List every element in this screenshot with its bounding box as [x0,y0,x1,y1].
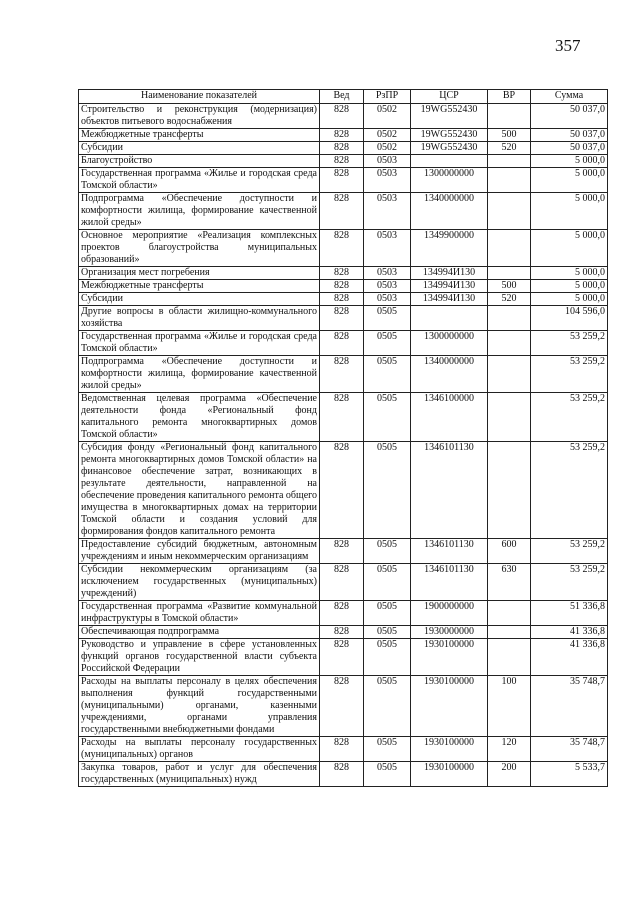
cell-vr [488,442,531,539]
cell-name: Государственная программа «Развитие коммунальной инфраструктуры в Томской области» [79,601,320,626]
cell-vr [488,193,531,230]
cell-sum: 53 259,2 [531,356,608,393]
table-row [79,129,608,142]
cell-ved: 828 [320,280,364,293]
cell-ved: 828 [320,676,364,737]
cell-sum: 5 000,0 [531,293,608,306]
cell-name: Закупка товаров, работ и услуг для обеспечения государственных (муниципальных) нужд [79,762,320,787]
cell-rzpr: 0502 [364,104,411,129]
cell-name: Субсидии [79,293,320,306]
cell-sum: 41 336,8 [531,639,608,676]
cell-vr: 500 [488,280,531,293]
cell-rzpr: 0505 [364,356,411,393]
cell-csr: 1346101130 [411,442,488,539]
table-row [79,168,608,193]
cell-name: Государственная программа «Жилье и городская среда Томской области» [79,331,320,356]
header-rzpr: РзПР [364,90,411,104]
page-number: 357 [555,36,581,55]
cell-csr: 1346101130 [411,564,488,601]
cell-ved: 828 [320,267,364,280]
cell-vr [488,626,531,639]
cell-sum: 53 259,2 [531,331,608,356]
cell-vr [488,356,531,393]
header-sum: Сумма [531,90,608,104]
cell-ved: 828 [320,155,364,168]
cell-sum: 5 533,7 [531,762,608,787]
cell-sum: 5 000,0 [531,230,608,267]
header-csr: ЦСР [411,90,488,104]
table-row [79,539,608,564]
cell-csr: 134994И130 [411,280,488,293]
cell-ved: 828 [320,230,364,267]
header-vr: ВР [488,90,531,104]
header-ved: Вед [320,90,364,104]
cell-sum: 5 000,0 [531,155,608,168]
table-body [79,104,608,787]
cell-rzpr: 0503 [364,193,411,230]
cell-ved: 828 [320,737,364,762]
cell-vr [488,168,531,193]
cell-sum: 53 259,2 [531,539,608,564]
table-row [79,104,608,129]
cell-vr [488,393,531,442]
cell-sum: 104 596,0 [531,306,608,331]
cell-ved: 828 [320,564,364,601]
cell-name: Другие вопросы в области жилищно-коммунального хозяйства [79,306,320,331]
table-row [79,393,608,442]
cell-rzpr: 0505 [364,564,411,601]
cell-ved: 828 [320,639,364,676]
cell-name: Расходы на выплаты персоналу в целях обеспечения выполнения функций государственными (муниципальными) органами, казенными учреждениями, органами управления государственными внебюджетными фондами [79,676,320,737]
cell-sum: 53 259,2 [531,442,608,539]
cell-csr [411,155,488,168]
cell-name: Субсидии некоммерческим организациям (за исключением государственных (муниципальных) учреждений) [79,564,320,601]
cell-vr [488,639,531,676]
cell-name: Межбюджетные трансферты [79,129,320,142]
cell-csr: 134994И130 [411,267,488,280]
cell-rzpr: 0505 [364,601,411,626]
cell-rzpr: 0505 [364,306,411,331]
cell-name: Подпрограмма «Обеспечение доступности и комфортности жилища, формирование качественной жилой среды» [79,356,320,393]
cell-name: Основное мероприятие «Реализация комплексных проектов благоустройства муниципальных образований» [79,230,320,267]
cell-rzpr: 0505 [364,762,411,787]
cell-rzpr: 0503 [364,267,411,280]
cell-name: Ведомственная целевая программа «Обеспечение деятельности фонда «Региональный фонд капитального ремонта многоквартирных домов Томской области» [79,393,320,442]
cell-csr: 1930100000 [411,762,488,787]
cell-vr [488,267,531,280]
cell-rzpr: 0505 [364,442,411,539]
cell-csr [411,306,488,331]
cell-rzpr: 0503 [364,230,411,267]
cell-csr: 19WG552430 [411,142,488,155]
table-row [79,737,608,762]
cell-name: Субсидия фонду «Региональный фонд капитального ремонта многоквартирных домов Томской области» на финансовое обеспечение затрат, возникающих в результате деятельности, направленной на обеспечение проведения капитального ремонта общего имущества в многоквартирных домах на территории Томской области и создания условий для формирования фондов капитального ремонта [79,442,320,539]
cell-vr: 520 [488,142,531,155]
cell-rzpr: 0505 [364,393,411,442]
cell-csr: 19WG552430 [411,129,488,142]
cell-rzpr: 0505 [364,676,411,737]
table-row [79,626,608,639]
cell-rzpr: 0503 [364,168,411,193]
cell-rzpr: 0503 [364,280,411,293]
table-header-row [79,90,608,104]
cell-ved: 828 [320,601,364,626]
table-row [79,601,608,626]
cell-vr [488,230,531,267]
cell-vr [488,306,531,331]
cell-sum: 53 259,2 [531,393,608,442]
cell-name: Межбюджетные трансферты [79,280,320,293]
cell-sum: 5 000,0 [531,193,608,230]
cell-csr: 1900000000 [411,601,488,626]
table-row [79,564,608,601]
cell-name: Субсидии [79,142,320,155]
cell-rzpr: 0505 [364,539,411,564]
cell-sum: 41 336,8 [531,626,608,639]
cell-name: Подпрограмма «Обеспечение доступности и комфортности жилища, формирование качественной жилой среды» [79,193,320,230]
table-row [79,193,608,230]
cell-name: Руководство и управление в сфере установленных функций органов государственной власти субъекта Российской Федерации [79,639,320,676]
table-row [79,280,608,293]
cell-vr: 120 [488,737,531,762]
cell-rzpr: 0502 [364,129,411,142]
table-row [79,293,608,306]
cell-rzpr: 0505 [364,331,411,356]
cell-ved: 828 [320,293,364,306]
cell-rzpr: 0503 [364,155,411,168]
cell-sum: 5 000,0 [531,168,608,193]
cell-name: Организация мест погребения [79,267,320,280]
cell-name: Предоставление субсидий бюджетным, автономным учреждениям и иным некоммерческим организациям [79,539,320,564]
cell-sum: 5 000,0 [531,267,608,280]
cell-csr: 1346100000 [411,393,488,442]
cell-rzpr: 0505 [364,737,411,762]
cell-vr [488,601,531,626]
cell-ved: 828 [320,193,364,230]
cell-csr: 1930100000 [411,639,488,676]
table-row [79,306,608,331]
cell-ved: 828 [320,306,364,331]
cell-sum: 50 037,0 [531,104,608,129]
table-row [79,155,608,168]
cell-vr: 520 [488,293,531,306]
cell-ved: 828 [320,104,364,129]
cell-rzpr: 0505 [364,626,411,639]
cell-ved: 828 [320,356,364,393]
cell-name: Благоустройство [79,155,320,168]
cell-sum: 51 336,8 [531,601,608,626]
cell-ved: 828 [320,142,364,155]
cell-csr: 1300000000 [411,331,488,356]
cell-csr: 1340000000 [411,356,488,393]
cell-csr: 134994И130 [411,293,488,306]
table-row [79,676,608,737]
table-row [79,331,608,356]
cell-name: Государственная программа «Жилье и городская среда Томской области» [79,168,320,193]
table-row [79,267,608,280]
cell-rzpr: 0502 [364,142,411,155]
table-row [79,356,608,393]
cell-sum: 35 748,7 [531,737,608,762]
cell-name: Расходы на выплаты персоналу государственных (муниципальных) органов [79,737,320,762]
cell-csr: 1930000000 [411,626,488,639]
cell-ved: 828 [320,442,364,539]
cell-ved: 828 [320,331,364,356]
cell-sum: 35 748,7 [531,676,608,737]
cell-csr: 19WG552430 [411,104,488,129]
cell-sum: 50 037,0 [531,129,608,142]
cell-vr: 100 [488,676,531,737]
table-row [79,142,608,155]
cell-vr: 630 [488,564,531,601]
cell-csr: 1300000000 [411,168,488,193]
cell-csr: 1930100000 [411,676,488,737]
cell-ved: 828 [320,762,364,787]
cell-csr: 1930100000 [411,737,488,762]
cell-vr [488,331,531,356]
cell-ved: 828 [320,393,364,442]
cell-vr: 200 [488,762,531,787]
table-row [79,762,608,787]
cell-vr [488,155,531,168]
cell-sum: 5 000,0 [531,280,608,293]
cell-sum: 50 037,0 [531,142,608,155]
cell-csr: 1349900000 [411,230,488,267]
cell-ved: 828 [320,168,364,193]
cell-ved: 828 [320,129,364,142]
cell-vr: 500 [488,129,531,142]
cell-name: Строительство и реконструкция (модернизация) объектов питьевого водоснабжения [79,104,320,129]
cell-ved: 828 [320,539,364,564]
cell-ved: 828 [320,626,364,639]
budget-table [78,89,608,787]
cell-rzpr: 0505 [364,639,411,676]
table-row [79,442,608,539]
header-name: Наименование показателей [79,90,320,104]
cell-name: Обеспечивающая подпрограмма [79,626,320,639]
cell-csr: 1340000000 [411,193,488,230]
table-row [79,230,608,267]
table-row [79,639,608,676]
cell-vr: 600 [488,539,531,564]
cell-rzpr: 0503 [364,293,411,306]
cell-vr [488,104,531,129]
cell-csr: 1346101130 [411,539,488,564]
cell-sum: 53 259,2 [531,564,608,601]
